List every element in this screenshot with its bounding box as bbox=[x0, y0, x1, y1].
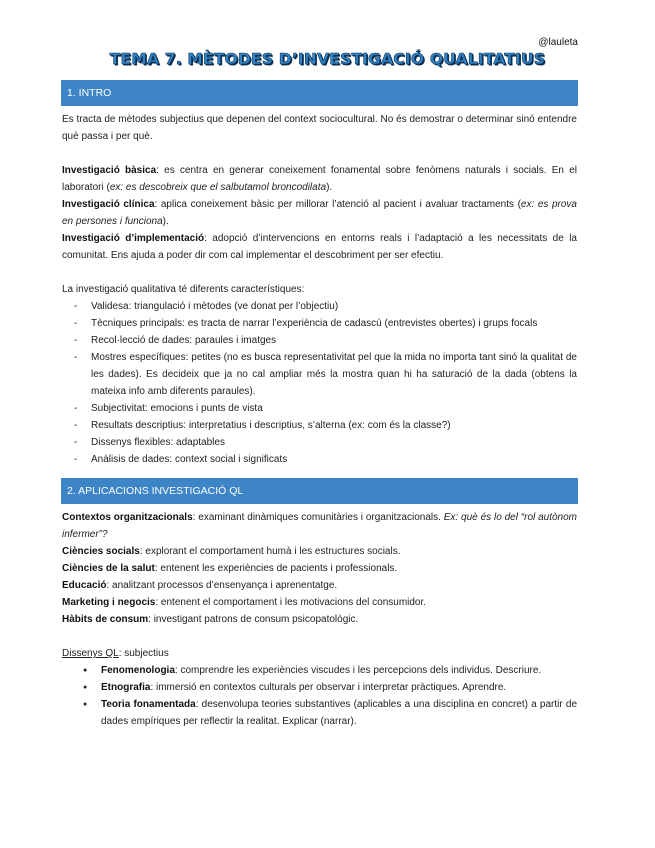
list-item: - Anàlisis de dades: context social i significats bbox=[62, 451, 577, 468]
definition: : aplica coneixement bàsic per millorar l’atenció al pacient i avaluar tractaments ( bbox=[154, 199, 521, 210]
section-2-body bbox=[62, 509, 577, 730]
term: Contextos organitzacionals bbox=[62, 512, 193, 523]
term: Ciències socials bbox=[62, 546, 140, 557]
list-item bbox=[62, 696, 577, 730]
basic-research-paragraph bbox=[62, 162, 577, 196]
list-item: - Mostres específiques: petites (no es busca representativitat pel que la mida no importa tant sinó la qualitat de les dades). Es decideix que ja no cal ampliar més la mostra quan hi ha saturació de la dada (obtens la mateixa info amb diferents paraules). bbox=[62, 349, 577, 400]
definition: : entenent les experiències de pacients i professionals. bbox=[154, 563, 398, 574]
section-1-body bbox=[62, 111, 577, 468]
term: Investigació clínica bbox=[62, 199, 155, 210]
term: Teoria fonamentada bbox=[101, 699, 196, 710]
example: ex: es prova en persones i funciona bbox=[62, 199, 577, 227]
list-item: - Tècniques principals: es tracta de narrar l’experiència de cadascú (entrevistes obertes) i grups focals bbox=[62, 315, 577, 332]
features-intro: La investigació qualitativa té diferents característiques: bbox=[62, 284, 305, 295]
term: Educació bbox=[62, 580, 107, 591]
list-item bbox=[62, 679, 577, 696]
list-item: - Resultats descriptius: interpretatius i descriptius, s’alterna (ex: com és la classe?) bbox=[62, 417, 577, 434]
definition: : comprendre les experiències viscudes i les percepcions dels individus. Descriure. bbox=[174, 665, 542, 676]
term: Marketing i negocis bbox=[62, 597, 156, 608]
term: Investigació d’implementació bbox=[62, 233, 205, 244]
term: Fenomenologia bbox=[101, 665, 175, 676]
application-consumption bbox=[62, 611, 577, 628]
designs-heading bbox=[62, 645, 577, 662]
definition: : examinant dinàmiques comunitàries i organitzacionals. bbox=[192, 512, 444, 523]
author-handle: @lauleta bbox=[538, 37, 578, 48]
closing: ). bbox=[162, 216, 169, 227]
application-health-sciences bbox=[62, 560, 577, 577]
contexts-paragraph bbox=[62, 509, 577, 543]
application-marketing bbox=[62, 594, 577, 611]
definition: : desenvolupa teories substantives (aplicables a una disciplina en concret) a partir de dades empíriques per reflectir la realitat. Explicar (narrar). bbox=[101, 699, 578, 727]
term: Ciències de la salut bbox=[62, 563, 155, 574]
implementation-research-paragraph bbox=[62, 230, 577, 264]
features-list bbox=[62, 298, 577, 468]
term: Hàbits de consum bbox=[62, 614, 149, 625]
application-social-sciences bbox=[62, 543, 577, 560]
list-item: - Subjectivitat: emocions i punts de vista bbox=[62, 400, 577, 417]
section-1-heading: 1. INTRO bbox=[61, 80, 578, 106]
definition: : explorant el comportament humà i les estructures socials. bbox=[139, 546, 401, 557]
list-item: - Validesa: triangulació i mètodes (ve donat per l’objectiu) bbox=[62, 298, 577, 315]
page-title: TEMA 7. MÈTODES D’INVESTIGACIÓ QUALITATIUS bbox=[109, 50, 546, 68]
closing: ). bbox=[326, 182, 333, 193]
designs-label: Dissenys QL bbox=[62, 648, 119, 659]
application-education bbox=[62, 577, 577, 594]
clinical-research-paragraph bbox=[62, 196, 577, 230]
intro-paragraph: Es tracta de mètodes subjectius que depenen del context sociocultural. No és demostrar o determinar sinó entendre què passa i per què. bbox=[62, 114, 577, 142]
list-item: - Recol·lecció de dades: paraules i imatges bbox=[62, 332, 577, 349]
example: ex: es descobreix que el salbutamol broncodilata bbox=[109, 182, 327, 193]
designs-qualifier: : subjectius bbox=[118, 648, 169, 659]
designs-list bbox=[62, 662, 577, 730]
definition: : es centra en generar coneixement fonamental sobre fenòmens naturals i socials. En el laboratori ( bbox=[62, 165, 577, 193]
definition: : investigant patrons de consum psicopatològic. bbox=[148, 614, 359, 625]
term: Investigació bàsica bbox=[62, 165, 157, 176]
definition: : analitzant processos d’ensenyança i aprenentatge. bbox=[106, 580, 338, 591]
term: Etnografia bbox=[101, 682, 151, 693]
example: Ex: què és lo del “rol autònom infermer”? bbox=[62, 512, 578, 540]
list-item bbox=[62, 662, 577, 679]
list-item: - Dissenys flexibles: adaptables bbox=[62, 434, 577, 451]
section-2-heading: 2. APLICACIONS INVESTIGACIÓ QL bbox=[61, 478, 578, 504]
definition: : entenent el comportament i les motivacions del consumidor. bbox=[155, 597, 427, 608]
definition: : immersió en contextos culturals per observar i interpretar pràctiques. Aprendre. bbox=[150, 682, 507, 693]
definition: : adopció d’intervencions en entorns reals i l’adaptació a les necessitats de la comunitat. Ens ajuda a poder dir com cal implementar el descobriment per ser efectiu. bbox=[62, 233, 577, 261]
